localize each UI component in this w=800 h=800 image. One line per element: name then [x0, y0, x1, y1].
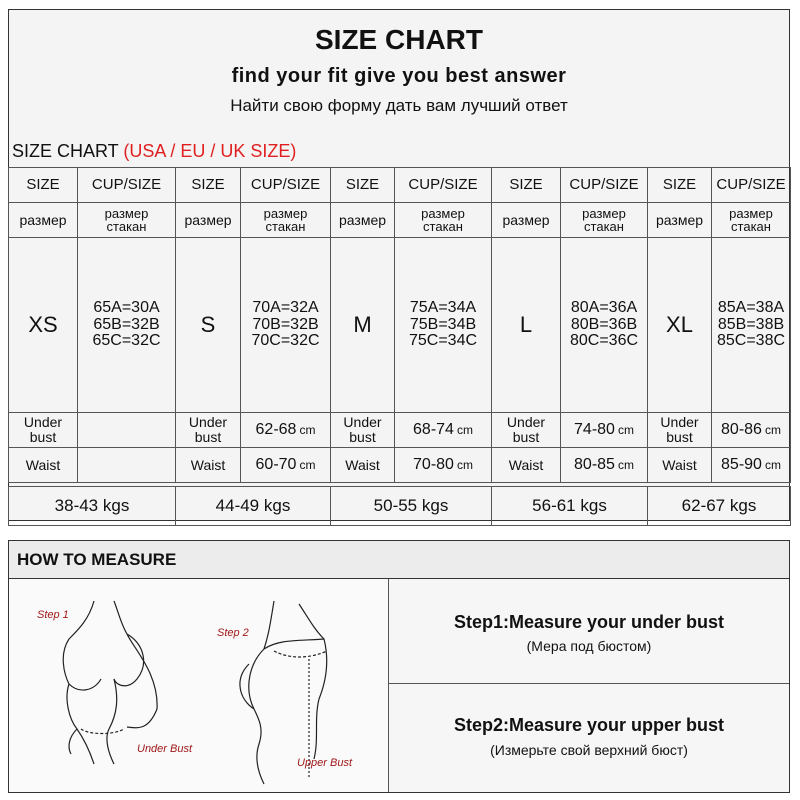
weight-cell: 50-55 kgs [331, 487, 492, 526]
weight-cell: 56-61 kgs [492, 487, 648, 526]
col-cup-ru: размер стакан [395, 203, 492, 238]
waist-label: Waist [648, 448, 712, 483]
col-size: SIZE [9, 168, 78, 203]
cup-values: 70A=32A 70B=32B 70C=32C [241, 238, 331, 413]
page-title: SIZE CHART [315, 24, 483, 55]
measure-header [9, 541, 789, 579]
cup-values: 75A=34A 75B=34B 75C=34C [395, 238, 492, 413]
cup-values: 85A=38A 85B=38B 85C=38C [712, 238, 791, 413]
cup-values: 65A=30A 65B=32B 65C=32C [78, 238, 176, 413]
step2-box [389, 684, 789, 792]
measure-title: HOW TO MEASURE [17, 550, 177, 569]
fig2-label: Step 2 [217, 627, 249, 639]
step1-text-ru: (Мера под бюстом) [526, 638, 652, 654]
waist-value: 80-85 cm [561, 448, 648, 483]
underbust-value: 62-68 cm [241, 413, 331, 448]
size-label: XS [9, 238, 78, 413]
underbust-row [9, 413, 791, 448]
col-size-ru: размер [648, 203, 712, 238]
col-cup: CUP/SIZE [241, 168, 331, 203]
weight-cell: 62-67 kgs [648, 487, 791, 526]
weight-row [9, 487, 791, 526]
step1-box [389, 579, 789, 684]
underbust-value: 80-86 cm [712, 413, 791, 448]
waist-label: Waist [9, 448, 78, 483]
weight-cell: 38-43 kgs [9, 487, 176, 526]
header-row-russian [9, 203, 791, 238]
step1-text: Step1:Measure your under bust [453, 612, 725, 632]
col-size-ru: размер [9, 203, 78, 238]
waist-label: Waist [492, 448, 561, 483]
underbust-label: Under bust [9, 413, 78, 448]
cup-values: 80A=36A 80B=36B 80C=36C [561, 238, 648, 413]
size-table [8, 167, 791, 483]
weight-table [8, 486, 791, 526]
size-label: L [492, 238, 561, 413]
col-cup: CUP/SIZE [561, 168, 648, 203]
size-label: XL [648, 238, 712, 413]
col-size: SIZE [648, 168, 712, 203]
waist-row [9, 448, 791, 483]
col-cup: CUP/SIZE [78, 168, 176, 203]
size-label: S [176, 238, 241, 413]
size-row [9, 238, 791, 413]
underbust-value: 68-74 cm [395, 413, 492, 448]
waist-label: Waist [331, 448, 395, 483]
col-cup: CUP/SIZE [395, 168, 492, 203]
weight-cell: 44-49 kgs [176, 487, 331, 526]
chart-label-region: (USA / EU / UK SIZE) [123, 141, 297, 161]
header-row [9, 168, 791, 203]
step2-text-ru: (Измерьте свой верхний бюст) [490, 742, 688, 758]
underbust-label: Under bust [331, 413, 395, 448]
col-cup-ru: размер стакан [712, 203, 791, 238]
col-size-ru: размер [176, 203, 241, 238]
fig1-caption: Under Bust [137, 743, 193, 755]
col-size: SIZE [331, 168, 395, 203]
fig1-label: Step 1 [37, 609, 69, 621]
subtitle: find your fit give you best answer [231, 65, 567, 87]
col-cup: CUP/SIZE [712, 168, 791, 203]
col-size: SIZE [176, 168, 241, 203]
underbust-value: 74-80 cm [561, 413, 648, 448]
underbust-label: Under bust [492, 413, 561, 448]
subtitle-russian: Найти свою форму дать вам лучший ответ [230, 96, 568, 115]
waist-value: 85-90 cm [712, 448, 791, 483]
col-cup-ru: размер стакан [561, 203, 648, 238]
underbust-value [78, 413, 176, 448]
size-chart-panel [8, 9, 790, 521]
fig2-caption: Upper Bust [297, 757, 353, 769]
col-size-ru: размер [331, 203, 395, 238]
waist-value: 70-80 cm [395, 448, 492, 483]
col-size: SIZE [492, 168, 561, 203]
how-to-measure-panel [8, 540, 790, 793]
underbust-label: Under bust [176, 413, 241, 448]
col-cup-ru: размер стакан [241, 203, 331, 238]
waist-value [78, 448, 176, 483]
underbust-label: Under bust [648, 413, 712, 448]
waist-value: 60-70 cm [241, 448, 331, 483]
step2-text: Step2:Measure your upper bust [453, 715, 725, 735]
chart-label-main: SIZE CHART [12, 141, 119, 161]
size-label: M [331, 238, 395, 413]
waist-label: Waist [176, 448, 241, 483]
chart-label [12, 141, 296, 162]
col-cup-ru: размер стакан [78, 203, 176, 238]
col-size-ru: размер [492, 203, 561, 238]
measure-illustration [9, 579, 389, 792]
